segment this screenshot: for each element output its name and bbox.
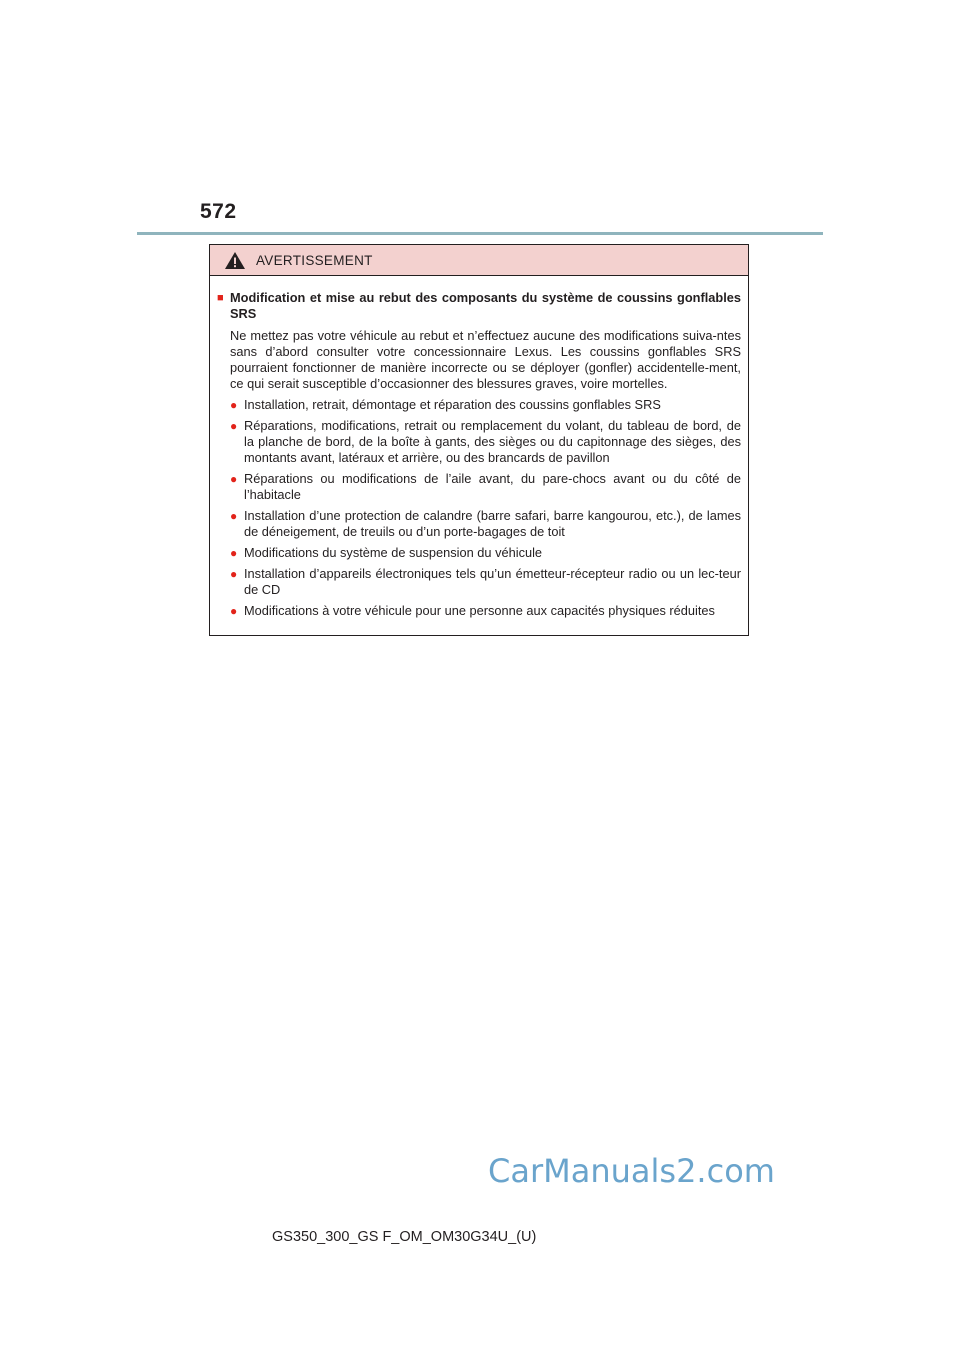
warning-list xyxy=(217,397,741,619)
list-item-text: Installation d’une protection de calandre (barre safari, barre kangourou, etc.), de lames de déneigement, de treuils ou d’un porte-bagages de toit xyxy=(244,508,741,539)
list-item xyxy=(217,471,741,503)
warning-body xyxy=(210,276,748,635)
bullet-dot-icon: ● xyxy=(230,472,238,486)
warning-box xyxy=(209,244,749,636)
bullet-dot-icon: ● xyxy=(230,567,238,581)
page-number: 572 xyxy=(200,200,237,223)
list-item xyxy=(217,603,741,619)
bullet-dot-icon: ● xyxy=(230,604,238,618)
list-item-text: Réparations, modifications, retrait ou remplacement du volant, du tableau de bord, de la planche de bord, de la boîte à gants, des sièges ou du capitonnage des sièges, des montants avant, latéraux et arrière, ou des brancards de pavillon xyxy=(244,418,741,465)
list-item-text: Installation, retrait, démontage et réparation des coussins gonflables SRS xyxy=(244,397,661,412)
list-item-text: Modifications du système de suspension du véhicule xyxy=(244,545,543,560)
list-item xyxy=(217,545,741,561)
list-item xyxy=(217,566,741,598)
list-item-text: Modifications à votre véhicule pour une personne aux capacités physiques réduites xyxy=(244,603,715,618)
bullet-dot-icon: ● xyxy=(230,398,238,412)
bullet-dot-icon: ● xyxy=(230,546,238,560)
header-rule xyxy=(137,232,823,235)
list-item xyxy=(217,397,741,413)
section-title-text: Modification et mise au rebut des composants du système de coussins gonflables SRS xyxy=(230,290,741,321)
warning-title: AVERTISSEMENT xyxy=(256,252,373,268)
warning-triangle-icon xyxy=(224,250,248,270)
intro-paragraph: Ne mettez pas votre véhicule au rebut et n’effectuez aucune des modifications suiva-ntes sans d’abord consulter votre concessionnaire Lexus. Les coussins gonflables SRS pourraient fonctionner de manière incorrecte ou se déployer (gonfler) accidentelle-ment, ce qui serait susceptible d’occasionner des blessures graves, voire mortelles. xyxy=(230,328,741,391)
bullet-dot-icon: ● xyxy=(230,419,238,433)
square-bullet-icon: ■ xyxy=(217,292,224,304)
list-item xyxy=(217,508,741,540)
list-item xyxy=(217,418,741,466)
list-item-text: Installation d’appareils électroniques tels qu’un émetteur-récepteur radio ou un lec-teur de CD xyxy=(244,566,741,597)
list-item-text: Réparations ou modifications de l’aile avant, du pare-chocs avant ou du côté de l’habitacle xyxy=(244,471,741,502)
watermark: CarManuals2.com xyxy=(488,1152,775,1190)
section-title xyxy=(217,290,741,322)
bullet-dot-icon: ● xyxy=(230,509,238,523)
footer-code: GS350_300_GS F_OM_OM30G34U_(U) xyxy=(272,1229,537,1245)
warning-header xyxy=(210,245,748,276)
